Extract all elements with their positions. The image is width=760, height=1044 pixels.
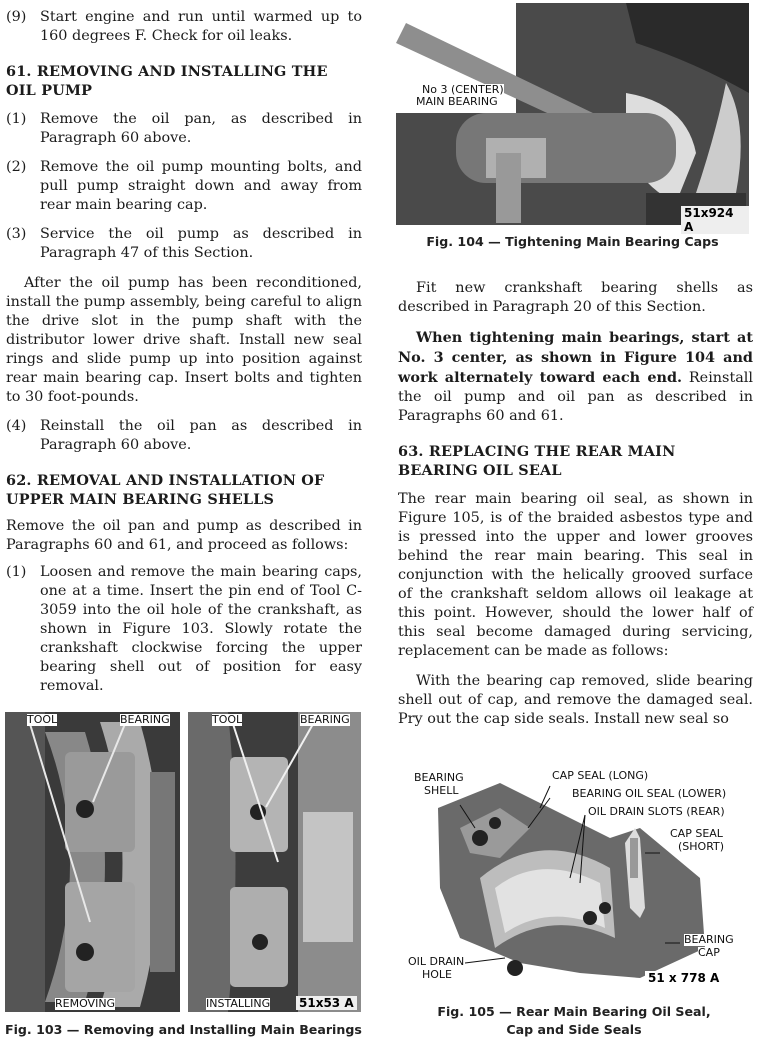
fig105-code: 51 x 778 A [645, 971, 722, 985]
fig105-bearing-shell-line2: SHELL [424, 784, 459, 797]
fig105-oil-drain-line1: OIL DRAIN [408, 955, 465, 968]
left-column [6, 0, 362, 696]
fig104-code: 51x924 A [681, 206, 749, 234]
section-61-heading [6, 62, 362, 100]
fig105-bearing-cap-line1: BEARING [684, 933, 734, 946]
right-paragraph-4: With the bearing cap removed, slide bearing shell out of cap, and remove the damaged seal. Pry out the cap side seals. Install new seal so [398, 673, 753, 727]
sec61-step-3 [6, 225, 362, 263]
right-paragraph-3: The rear main bearing oil seal, as shown in Figure 105, is of the braided asbestos type and is pressed into the upper and lower grooves behind the rear main bearing. This seal in conjunction with the helically grooved surface of the crankshaft seldom allows oil leakage at this point. However, should the lower half of this seal become damaged during servicing, replacement can be made as follows: [398, 491, 753, 659]
section-number: 62. [6, 472, 32, 489]
fig105-illustration [400, 768, 750, 1000]
fig103-installing-photo [188, 712, 361, 1012]
fig104-caption: Fig. 104 — Tightening Main Bearing Caps [426, 234, 719, 249]
step-text: Remove the oil pan, as described in Paragraph 60 above. [40, 111, 362, 146]
fig103-removing-photo [5, 712, 180, 1012]
fig104-label-line1: No 3 (CENTER) [422, 83, 504, 96]
section-title: REPLACING THE REAR MAIN BEARING OIL SEAL [398, 443, 676, 479]
fig105-bearing-shell-line1: BEARING [414, 771, 464, 784]
body-text: Reinstall the oil pump and oil pan as described in Paragraphs 60 and 61. [398, 370, 754, 424]
fig105-cap-seal-long: CAP SEAL (LONG) [552, 769, 649, 782]
step-number: (2) [6, 159, 27, 175]
step-text: Start engine and run until warmed up to 160 degrees F. Check for oil leaks. [40, 9, 362, 44]
step-number: (1) [6, 564, 27, 580]
sec62-paragraph: Remove the oil pan and pump as described in Paragraphs 60 and 61, and proceed as follows: [6, 518, 362, 553]
sec61-step-4 [6, 417, 362, 455]
step-text: Remove the oil pump mounting bolts, and pull pump straight down and away from rear main bearing cap. [40, 159, 362, 213]
fig105-cap-seal-short-line2: (SHORT) [678, 840, 725, 853]
fig103-code: 51x53 A [296, 996, 357, 1010]
fig105-bearing-cap-line2: CAP [698, 946, 720, 959]
fig105-oil-seal-lower: BEARING OIL SEAL (LOWER) [572, 787, 727, 800]
step-text: Loosen and remove the main bearing caps, one at a time. Insert the pin end of Tool C-3059 into the oil hole of the crankshaft, as shown in Figure 103. Slowly rotate the crankshaft clockwise forcing the upper bearing shell out of position for easy removal. [40, 564, 362, 694]
fig103-tool-label: TOOL [212, 713, 243, 726]
section-title: REMOVAL AND INSTALLATION OF UPPER MAIN BEARING SHELLS [6, 472, 325, 508]
fig105-oil-drain-line2: HOLE [422, 968, 453, 981]
step-number: (3) [6, 226, 27, 242]
sec61-step-1 [6, 110, 362, 148]
section-title: REMOVING AND INSTALLING THE OIL PUMP [6, 63, 328, 99]
sec61-step-2 [6, 158, 362, 215]
step-text: Reinstall the oil pan as described in Paragraph 60 above. [40, 418, 362, 453]
fig105-cap-seal-short-line1: CAP SEAL [670, 827, 723, 840]
emphasis-text: When tightening main bearings, start at No. 3 center, as shown in Figure 104 and work alternately toward each end. [398, 329, 753, 386]
fig105-drain-slots: OIL DRAIN SLOTS (REAR) [588, 805, 725, 818]
step-number: (9) [6, 9, 27, 25]
step-number: (4) [6, 418, 27, 434]
right-paragraph-1: Fit new crankshaft bearing shells as described in Paragraph 20 of this Section. [398, 280, 753, 315]
right-paragraph-2 [398, 328, 753, 426]
section-62-heading [6, 471, 362, 509]
section-number: 61. [6, 63, 32, 80]
right-column [398, 279, 753, 729]
section-number: 63. [398, 443, 424, 460]
sec61-paragraph: After the oil pump has been reconditioned, install the pump assembly, being careful to align the drive slot in the pump shaft with the distributor lower drive shaft. Install new seal rings and slide pump up into position against rear main bearing cap. Insert bolts and tighten to 30 foot-pounds. [6, 275, 362, 405]
step-number: (1) [6, 111, 27, 127]
step-text: Service the oil pump as described in Paragraph 47 of this Section. [40, 226, 362, 261]
step-9 [6, 8, 362, 46]
fig105-caption-line1: Fig. 105 — Rear Main Bearing Oil Seal, [437, 1004, 711, 1019]
fig103-installing-label: INSTALLING [206, 997, 271, 1010]
sec62-step-1 [6, 563, 362, 696]
fig103-tool-label: TOOL [27, 713, 58, 726]
fig103-bearing-label: BEARING [120, 713, 170, 726]
fig103-removing-label: REMOVING [55, 997, 116, 1010]
fig104-photo [396, 3, 749, 234]
section-63-heading [398, 442, 753, 480]
fig104-label-line2: MAIN BEARING [416, 95, 498, 108]
fig103-caption: Fig. 103 — Removing and Installing Main Bearings [5, 1022, 362, 1037]
fig103-bearing-label: BEARING [300, 713, 350, 726]
fig105-caption-line2: Cap and Side Seals [506, 1022, 642, 1037]
